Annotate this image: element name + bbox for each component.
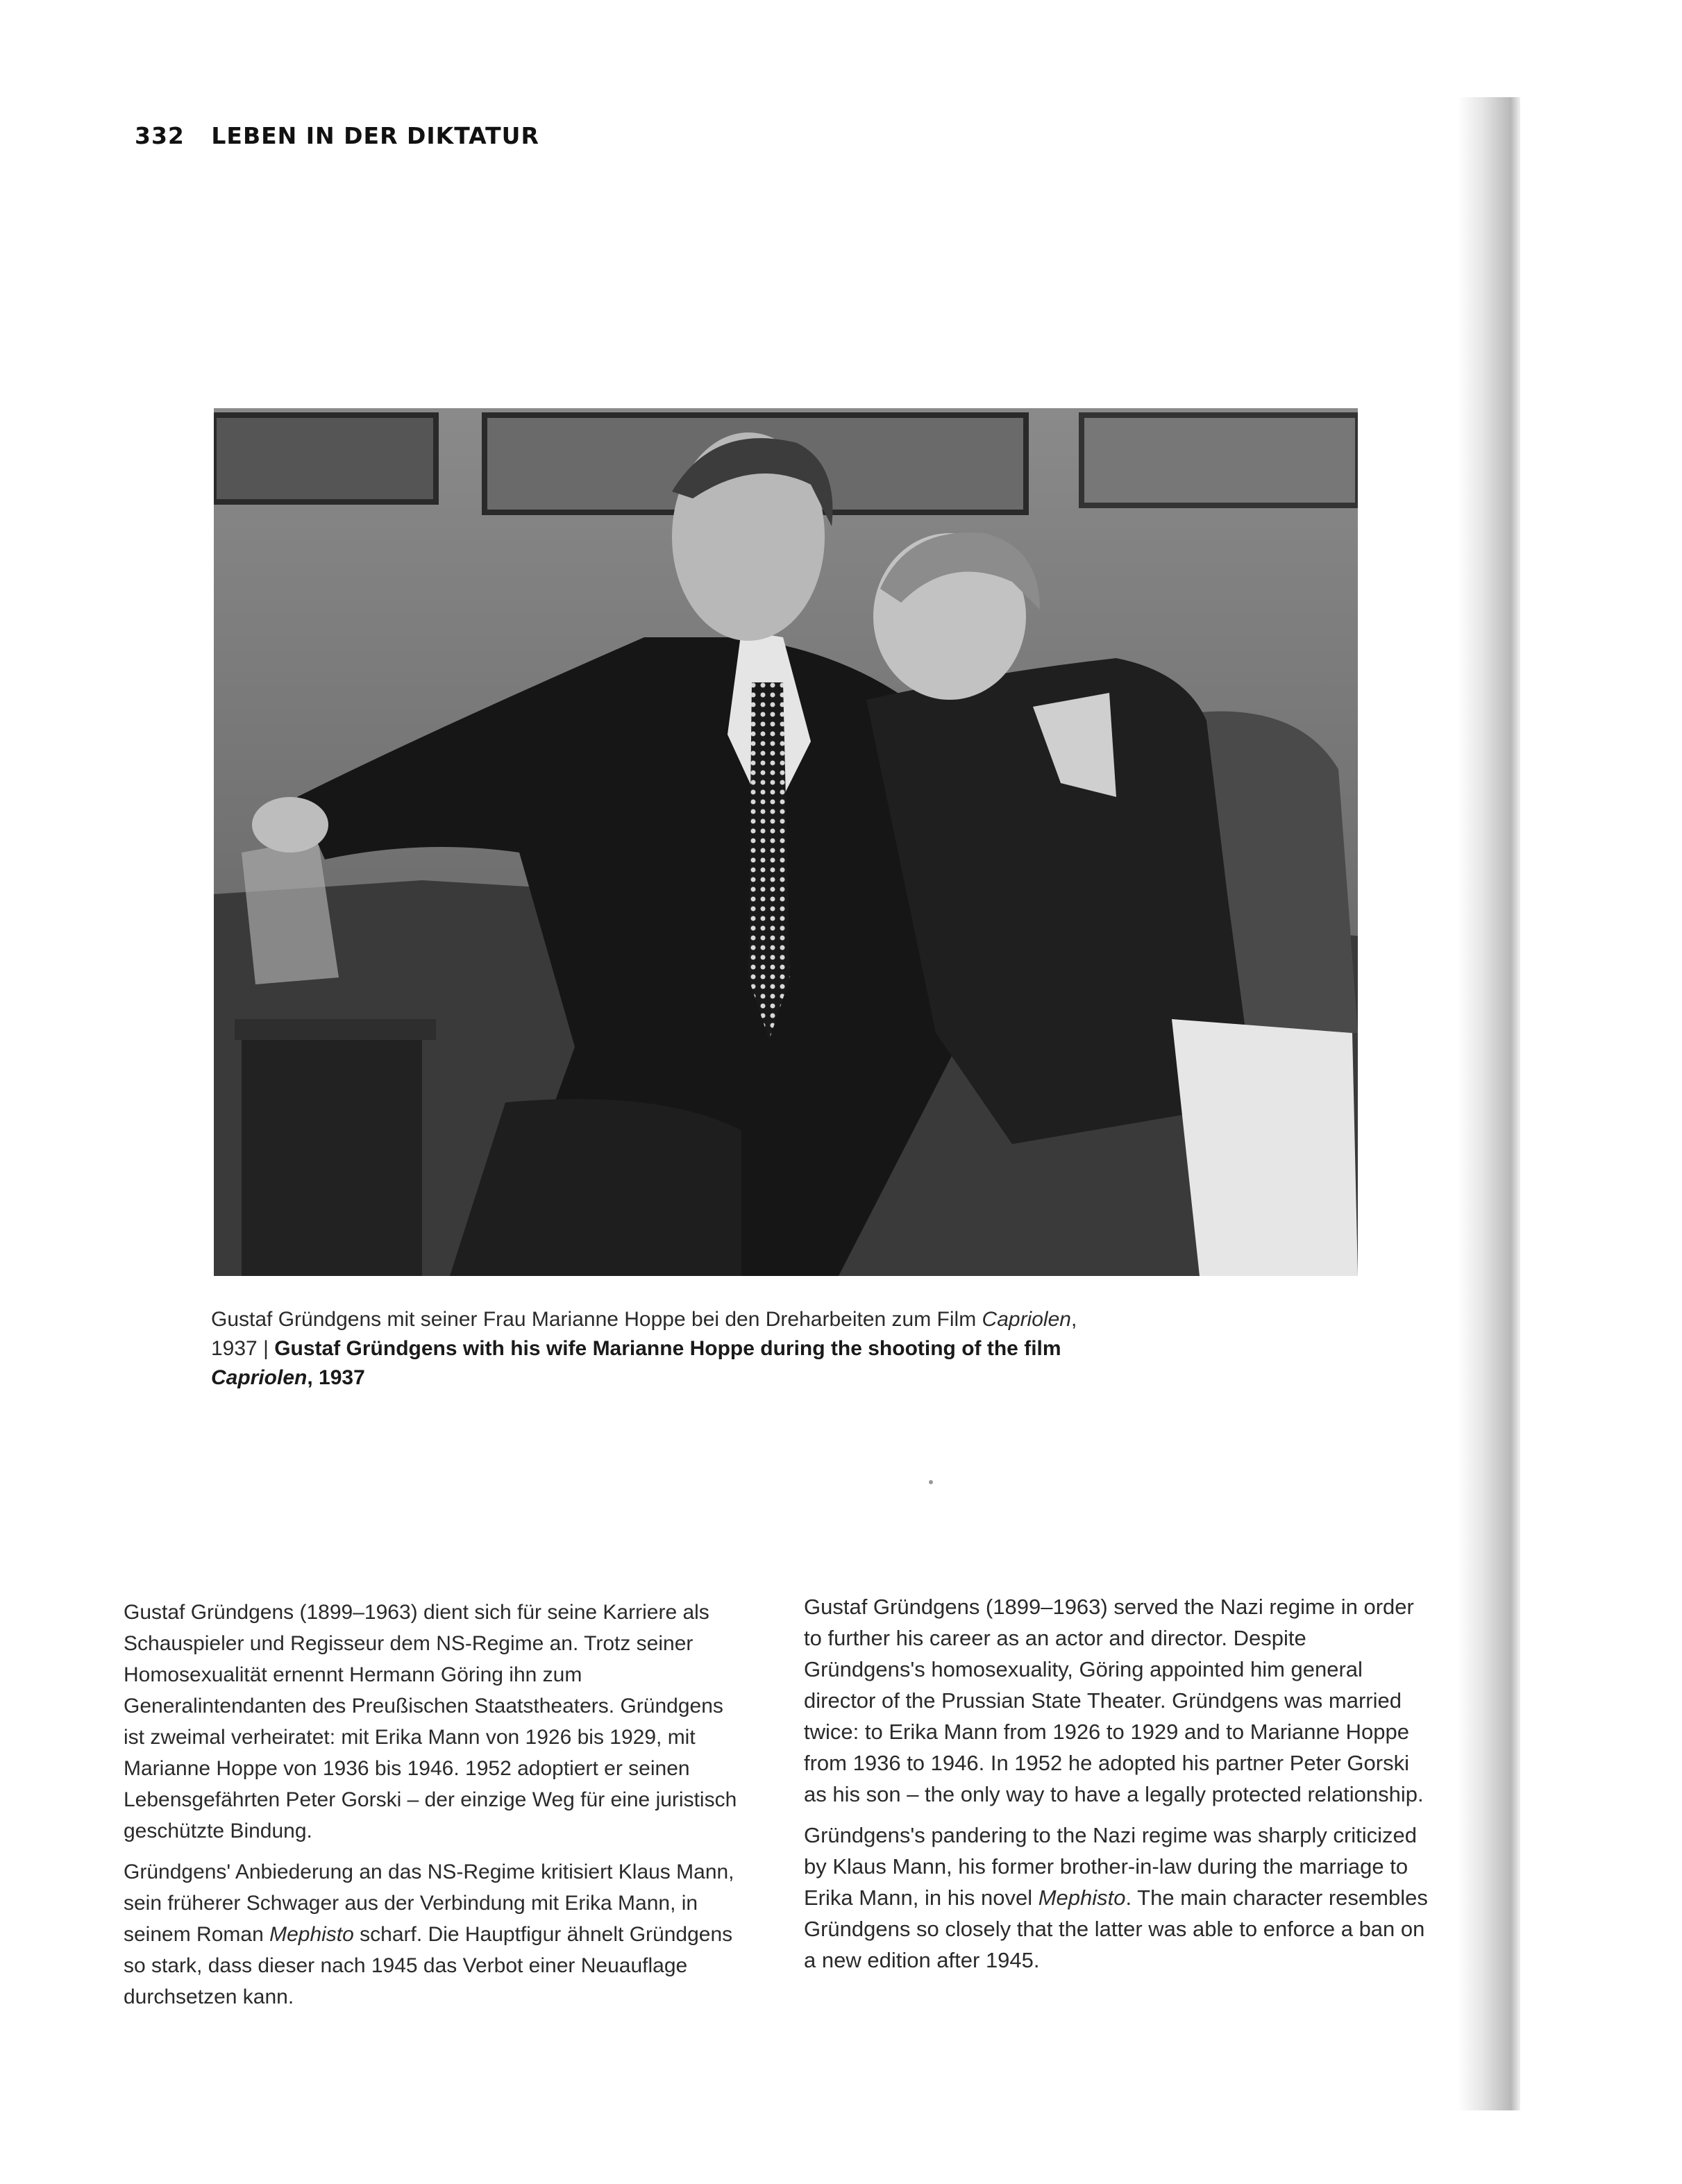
book-spine-shadow bbox=[1458, 97, 1520, 2110]
caption-english bbox=[211, 1337, 1061, 1389]
caption-german-film-title: Capriolen bbox=[982, 1308, 1071, 1331]
english-text-column bbox=[804, 1591, 1429, 1985]
running-header bbox=[135, 122, 539, 149]
german-paragraph-2-text-b: scharf. Die Hauptfigur ähnelt Gründgens so stark, dass dieser nach 1945 das Verbot einer Neuauflage durchsetzen kann. bbox=[124, 1923, 733, 2008]
english-paragraph-1: Gustaf Gründgens (1899–1963) served the Nazi regime in order to further his career as an actor and director. Despite Gründgens's homosexuality, Göring appointed him general director of the Prussian State Theater. Gründgens was married twice: to Erika Mann from 1926 to 1929 and to Marianne Hoppe from 1936 to 1946. In 1952 he adopted his partner Peter Gorski as his son – the only way to have a legally protected relationship. bbox=[804, 1595, 1424, 1806]
chapter-title: LEBEN IN DER DIKTATUR bbox=[211, 122, 539, 149]
german-novel-title: Mephisto bbox=[269, 1923, 354, 1946]
german-paragraph-2-text-a: Gründgens' Anbiederung an das NS-Regime kritisiert Klaus Mann, sein früherer Schwager aus der Verbindung mit Erika Mann, in seinem Roman bbox=[124, 1860, 734, 1946]
page-number: 332 bbox=[135, 122, 185, 149]
caption-german-text: Gustaf Gründgens mit seiner Frau Marianne Hoppe bei den Dreharbeiten zum Film bbox=[211, 1308, 982, 1331]
german-paragraph-2 bbox=[124, 1856, 748, 2013]
photo-caption bbox=[211, 1305, 1100, 1393]
english-paragraph-2 bbox=[804, 1820, 1429, 1976]
photo-two-people-on-sofa-icon bbox=[214, 408, 1358, 1276]
english-novel-title: Mephisto bbox=[1038, 1885, 1126, 1910]
english-paragraph-2-text-a: Gründgens's pandering to the Nazi regime was sharply criticized by Klaus Mann, his former brother-in-law during the marriage to Erika Mann, in his novel bbox=[804, 1823, 1417, 1910]
german-paragraph-1: Gustaf Gründgens (1899–1963) dient sich für seine Karriere als Schauspieler und Regisseur dem NS-Regime an. Trotz seiner Homosexualität ernennt Hermann Göring ihn zum Generalintendanten des Preußischen Staatstheaters. Gründgens ist zweimal verheiratet: mit Erika Mann von 1926 bis 1929, mit Marianne Hoppe von 1936 bis 1946. 1952 adoptiert er seinen Lebensgefährten Peter Gorski – der einzige Weg für eine juristisch geschützte Bindung. bbox=[124, 1601, 737, 1842]
caption-english-text: Gustaf Gründgens with his wife Marianne Hoppe during the shooting of the film bbox=[274, 1337, 1061, 1360]
english-paragraph-2-text-b: . The main character resembles Gründgens so closely that the latter was able to enforce a ban on a new edition after 1945. bbox=[804, 1885, 1428, 1972]
caption-german-year: , 1937 | bbox=[211, 1308, 1077, 1360]
scan-speck bbox=[929, 1480, 933, 1484]
film-still-photo bbox=[214, 408, 1358, 1276]
caption-english-year: , 1937 bbox=[307, 1366, 365, 1389]
caption-english-film-title: Capriolen bbox=[211, 1366, 308, 1389]
german-text-column bbox=[124, 1597, 748, 2022]
